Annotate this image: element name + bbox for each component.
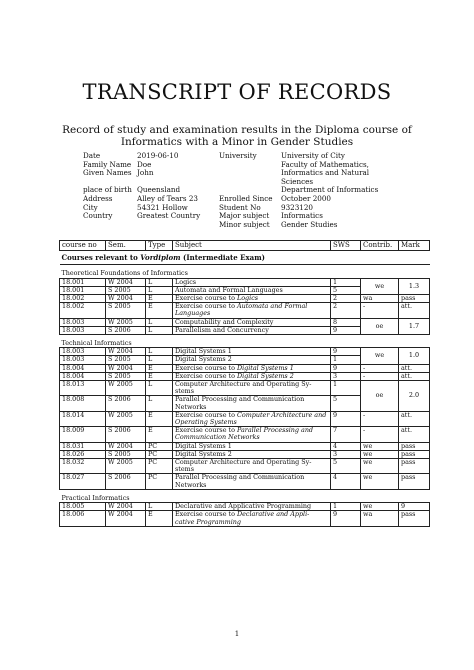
section-heading (60, 251, 430, 265)
table-row: 18.004 W 2004 E Exercise course to Digital Systems 1 9 - att. (60, 364, 430, 372)
document-title: TRANSCRIPT OF RECORDS (82, 80, 392, 104)
transcript-table (59, 240, 430, 527)
info-value: 54321 Hollow (137, 202, 188, 212)
table-row: 18.002 W 2004 E Exercise course to Logics 2 wa pass (60, 295, 430, 303)
table-row: 18.014 W 2005 E Exercise course to Computer Architecture and Operating Systems 9 - att. (60, 411, 430, 426)
info-label (219, 169, 281, 186)
info-value: Alley of Tears 23 (137, 193, 198, 203)
info-value: Faculty of Mathematics, (281, 159, 369, 169)
document-subtitle: Record of study and examination results in the Diploma course of Informatics with a Minor in Gender Studies (62, 124, 412, 148)
table-row: 18.003 W 2005 L Computability and Complexity 8 oe 1.7 (60, 318, 430, 326)
group-heading: Practical Informatics (60, 489, 430, 502)
section-italic: Vordiplom (140, 253, 181, 263)
info-label: Enrolled Since (219, 193, 273, 203)
table-row: 18.031 W 2004 PC Digital Systems 1 4 we pass (60, 442, 430, 450)
col-sws: SWS (331, 241, 361, 251)
info-value: Greatest Country (137, 211, 201, 221)
table-row: 18.001 W 2004 L Logics 1 we 1.3 (60, 278, 430, 286)
table-row: 18.004 S 2005 E Exercise course to Digital Systems 2 3 - att. (60, 372, 430, 380)
info-label: Given Names (83, 168, 132, 178)
table-header (60, 241, 430, 251)
col-subject: Subject (173, 241, 331, 251)
group-heading: Theoretical Foundations of Informatics (60, 265, 430, 278)
table-row: 18.005 W 2004 L Declarative and Applicative Programming 1 we 9 (60, 503, 430, 511)
info-value: University of City (281, 151, 345, 160)
table-row: 18.008 S 2006 L Parallel Processing and Communication Networks 5 (60, 396, 430, 411)
info-value: 9323120 (281, 202, 314, 212)
info-label: University (219, 151, 257, 160)
info-label: Student No (219, 202, 261, 212)
info-label: Family Name (83, 159, 132, 169)
info-label: City (83, 202, 98, 212)
info-label (219, 161, 281, 170)
info-label: Date (83, 151, 101, 160)
info-label: place of birth (83, 185, 132, 195)
section-suffix: (Intermediate Exam) (180, 253, 265, 263)
table-row: 18.027 S 2006 PC Parallel Processing and Communication Networks 4 we pass (60, 474, 430, 489)
info-value: Gender Studies (281, 219, 338, 229)
info-value: Department of Informatics (281, 185, 379, 195)
info-value: Informatics and Natural Sciences (281, 168, 370, 186)
section-prefix: Courses relevant to (61, 253, 141, 263)
student-info (83, 152, 401, 229)
table-row: 18.002 S 2005 E Exercise course to Automata and Formal Languages 2 - att. (60, 303, 430, 318)
col-mark: Mark (399, 241, 430, 251)
table-row: 18.006 W 2004 E Exercise course to Declarative and Appli- cative Programming 9 wa pass (60, 511, 430, 526)
info-label: Minor subject (219, 219, 270, 229)
info-value: John (137, 168, 154, 178)
info-label: Country (83, 211, 113, 221)
col-type: Type (146, 241, 173, 251)
table-row: 18.032 W 2005 PC Computer Architecture and Operating Sy- stems 5 we pass (60, 459, 430, 474)
table-row: 18.009 S 2006 E Exercise course to Parallel Processing and Communication Networks 7 - att. (60, 427, 430, 442)
table-row: 18.003 S 2005 L Digital Systems 2 1 (60, 356, 430, 364)
col-semester: Sem. (106, 241, 146, 251)
col-course-no: course no (60, 241, 106, 251)
info-label: Address (83, 193, 113, 203)
info-value: Informatics (281, 211, 323, 221)
col-contrib: Contrib. (361, 241, 399, 251)
table-row: 18.003 S 2006 L Parallelism and Concurrency 9 (60, 326, 430, 334)
info-value: October 2000 (281, 193, 332, 203)
table-row: 18.001 S 2005 L Automata and Formal Languages 5 (60, 286, 430, 294)
table-row: 18.003 W 2004 L Digital Systems 1 9 we 1.0 (60, 348, 430, 356)
table-row: 18.013 W 2005 L Computer Architecture and Operating Sy- stems 1 oe 2.0 (60, 381, 430, 396)
page-number: 1 (234, 630, 240, 638)
info-value: Doe (137, 159, 152, 169)
table-row: 18.026 S 2005 PC Digital Systems 2 3 we pass (60, 450, 430, 458)
info-value: Queensland (137, 185, 181, 195)
info-label: Major subject (219, 211, 270, 221)
group-heading: Technical Informatics (60, 335, 430, 348)
info-value: 2019-06-10 (137, 151, 179, 160)
